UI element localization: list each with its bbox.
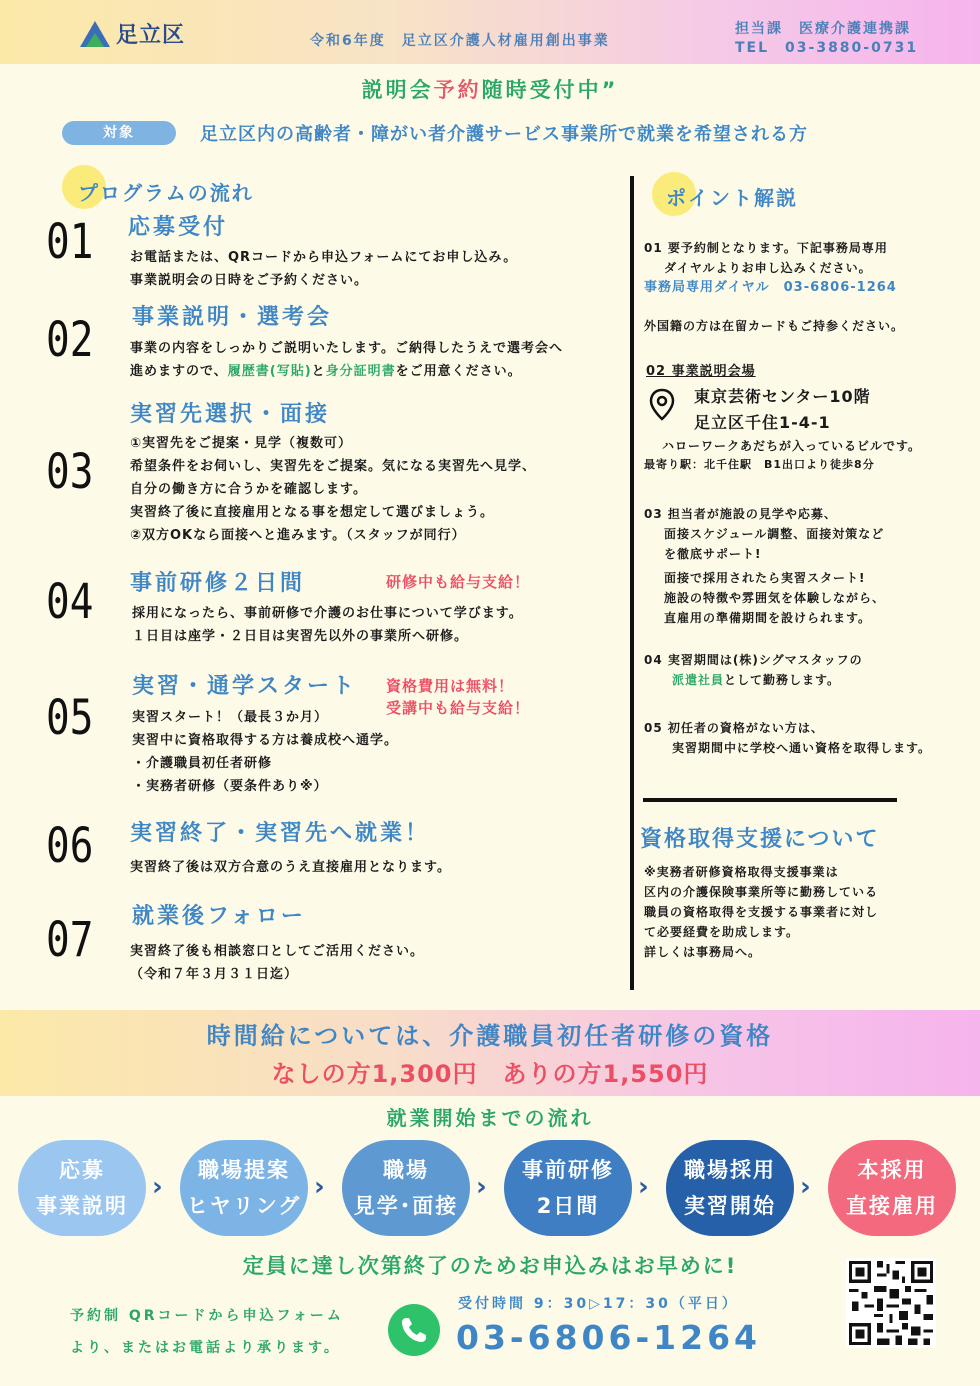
flow-stage-hired [666,1140,794,1236]
flow-arrow: › [638,1172,649,1202]
point-line: 03 担当者が施設の見学や応募、 [644,507,837,521]
step-title: 事前研修２日間 [130,571,306,596]
support-line: ※実務者研修資格取得支援事業は [644,865,839,879]
free-cost-note [386,675,530,719]
point-04 [644,650,863,690]
flow-stage-direct-hire [828,1140,956,1236]
foreign-note: 外国籍の方は在留カードもご持参ください。 [644,319,905,333]
adachi-logo [80,18,185,49]
wage-heading: 時間給については、介護職員初任者研修の資格 [206,1022,774,1050]
contact-tel: TEL 03-3880-0731 [735,40,919,56]
stage-line: 見学･面接 [353,1194,459,1218]
step-title: 実習終了・実習先へ就業！ [130,821,431,846]
flow-stage-apply [18,1140,146,1236]
step-line: １日目は座学・２日目は実習先以外の事業所へ研修。 [132,629,469,644]
location-pin-icon [648,388,676,422]
phone-icon[interactable] [388,1304,440,1356]
point-line: として勤務します。 [724,673,841,687]
point-line: 施設の特徴や雰囲気を体験しながら、 [664,591,886,605]
nearest-station: 最寄り駅：北千住駅 B1出口より徒歩8分 [644,458,875,471]
stage-line: 応募 [59,1158,105,1182]
step-number: 03 [46,444,94,500]
target-label: 対象 [62,121,176,145]
section-divider [643,798,897,802]
id-text: 身分証明書 [325,364,396,379]
step-title: 実習・通学スタート [132,674,358,699]
office-dial: 事務局専用ダイヤル 03-6806-1264 [644,280,897,295]
reservation-note [70,1300,344,1364]
point-01 [644,238,974,298]
point-line: 実習期間中に学校へ通い資格を取得します。 [672,741,932,755]
step-title: 実習先選択・面接 [130,402,331,427]
step-line: ②双方OKなら面接へと進みます。（スタッフが同行） [130,528,466,543]
stage-line: 事業説明 [36,1194,128,1218]
adachi-mark-icon [80,21,110,47]
support-line: 区内の介護保険事業所等に勤務している [644,885,879,899]
text: 進めますので、 [130,364,228,379]
step-line: ・介護職員初任者研修 [132,756,273,771]
point-05 [644,718,931,758]
reserve-line: より、またはお電話より承ります。 [70,1340,341,1356]
stage-line: 本採用 [857,1158,927,1182]
point-03 [644,504,885,628]
text: と [311,364,326,379]
stage-line: 職場採用 [684,1158,776,1182]
flow-stage-visit [342,1140,470,1236]
step-line: 事業の内容をしっかりご説明いたします。ご納得したうえで選考会へ [130,341,563,356]
step-number: 02 [46,312,94,368]
step-line: 実習スタート！（最長３か月） [132,710,329,725]
step-number: 07 [46,912,94,968]
headline [0,74,980,104]
support-line: 詳しくは事務局へ。 [644,945,762,959]
program-name: 令和6年度 足立区介護人材雇用創出事業 [310,33,610,49]
point-line: 直雇用の準備期間を設けられます。 [664,611,872,625]
department: 担当課 医療介護連携課 [735,21,911,37]
point-line: を徹底サポート! [664,547,762,561]
points-title: ポイント解説 [666,186,798,210]
stage-line: ヒヤリング [186,1194,302,1218]
support-body [644,862,878,962]
target-text: 足立区内の高齢者・障がい者介護サービス事業所で就業を希望される方 [200,124,808,145]
support-line: て必要経費を助成します。 [644,925,800,939]
step-line: ・実務者研修（要条件あり※） [132,779,328,794]
step-title: 応募受付 [128,215,229,240]
point-line: 05 初任者の資格がない方は、 [644,721,824,735]
dispatch-staff-text: 派遣社員 [672,673,725,687]
point-line: 面接スケジュール調整、面接対策など [664,527,885,541]
step-line: ①実習先をご提案・見学（複数可） [130,436,353,451]
venue-address: 足立区千住1-4-1 [694,413,831,432]
step-line: 希望条件をお伺いし、実習先をご提案。気になる実習先へ見学、 [130,459,537,474]
flow-stage-training [504,1140,632,1236]
contact-info [735,20,918,58]
stage-line: 直接雇用 [846,1194,938,1218]
text: をご用意ください。 [395,364,522,379]
step-line: （令和７年３月３１日迄） [130,967,299,982]
venue-place: 東京芸術センター10階 [694,387,871,406]
flow-arrow: › [800,1172,811,1202]
flow-arrow: › [152,1172,163,1202]
flow-arrow: › [314,1172,325,1202]
step-title: 事業説明・選考会 [132,305,333,330]
stage-line: 事前研修 [522,1158,614,1182]
wage-amounts: なしの方1,300円 ありの方1,550円 [271,1060,709,1088]
headline-part1: 説明会 [361,78,434,102]
step-body [130,940,424,986]
stage-line: 職場提案 [198,1158,290,1182]
program-title: プログラムの流れ [78,181,254,205]
stage-line: 実習開始 [684,1194,776,1218]
step-body [130,246,517,292]
step-number: 06 [46,818,94,874]
step-title: 就業後フォロー [132,904,306,929]
step-line: 自分の働き方に合うかを確認します。 [130,482,367,497]
step-line: 実習終了後も相談窓口としてご活用ください。 [130,944,425,959]
point-line: ダイヤルよりお申し込みください。 [664,261,872,275]
support-line: 職員の資格取得を支援する事業者に対し [644,905,879,919]
step-body [132,706,398,798]
point-line: 01 要予約制となります。下記事務局専用 [644,241,888,255]
step-number: 01 [46,214,94,270]
headline-part3: 随時受付中” [481,78,619,102]
reception-hours: 受付時間 9：30▷17：30（平日） [458,1296,739,1312]
point-line: 面接で採用されたら実習スタート! [664,571,866,585]
phone-number[interactable]: 03-6806-1264 [456,1318,762,1357]
deadline-notice: 定員に達し次第終了のためお申込みはお早めに! [242,1254,738,1278]
step-line: 実習終了後に直接雇用となる事を想定して選びましょう。 [130,505,495,520]
venue-title: 02 事業説明会場 [646,364,756,379]
step-line: 事業説明会の日時をご予約ください。 [130,273,369,288]
step-number: 05 [46,690,94,746]
step-body [132,602,523,648]
step-body [130,432,536,547]
logo-text: 足立区 [116,23,186,48]
step-line [130,360,563,383]
step-body [130,856,451,879]
flow-title: 就業開始までの流れ [386,1106,594,1130]
headline-part2: 予約 [433,78,482,102]
venue-note: ハローワークあだちが入っているビルです。 [662,439,922,453]
column-divider [630,176,634,990]
stage-line: 2日間 [536,1194,600,1218]
stage-line: 職場 [383,1158,429,1182]
salary-note: 研修中も給与支給！ [386,573,531,591]
qr-code-icon[interactable] [846,1258,936,1348]
step-number: 04 [46,574,94,630]
flow-arrow: › [476,1172,487,1202]
step-line: 実習終了後は双方合意のうえ直接雇用となります。 [130,860,451,875]
resume-text: 履歴書(写貼) [227,364,312,379]
step-line: お電話または、QRコードから申込フォームにてお申し込み。 [130,250,518,265]
flow-stage-proposal [180,1140,308,1236]
support-title: 資格取得支援について [640,827,880,852]
reserve-line: 予約制 QRコードから申込フォーム [70,1308,344,1324]
step-body [130,337,563,383]
point-line: 04 実習期間は(株)シグマスタッフの [644,653,863,667]
step-line: 実習中に資格取得する方は養成校へ通学。 [132,733,399,748]
note-line: 受講中も給与支給！ [386,699,531,717]
step-line: 採用になったら、事前研修で介護のお仕事について学びます。 [132,606,523,621]
note-line: 資格費用は無料！ [386,677,515,695]
